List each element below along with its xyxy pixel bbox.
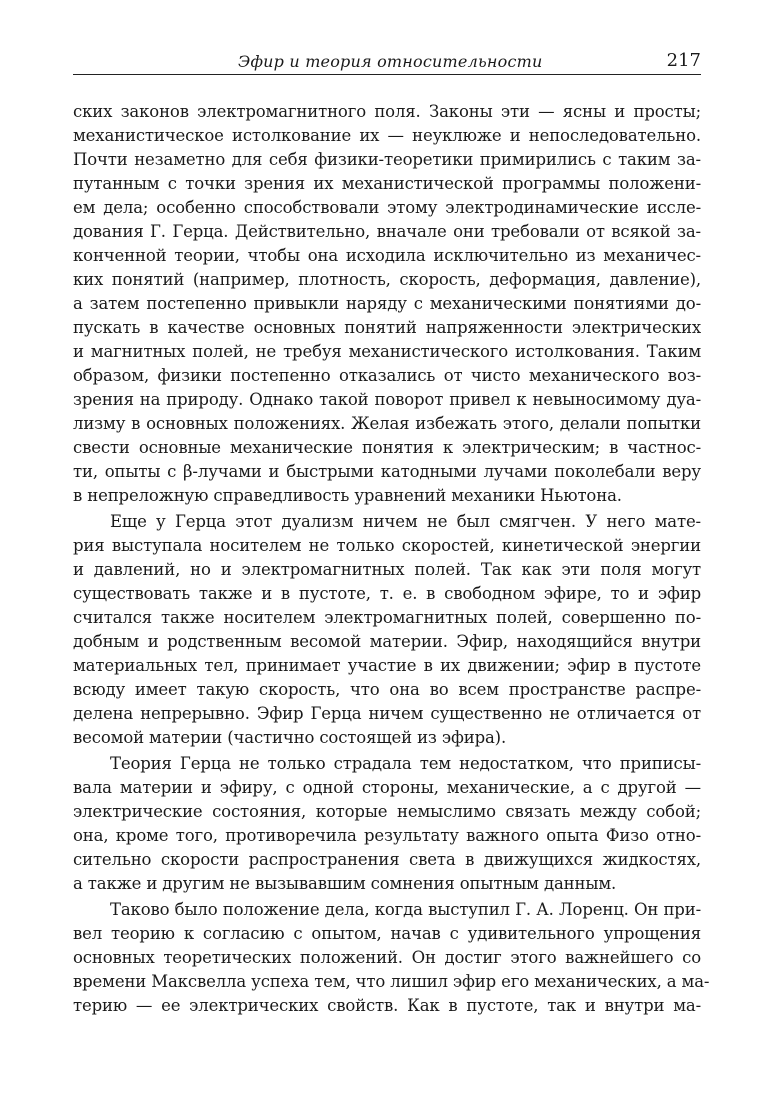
text-line: считался также носителем электромагнитных полей, совершенно по-: [73, 608, 701, 627]
text-line: ких понятий (например, плотность, скорость, деформация, давление),: [73, 270, 701, 289]
text-line: лизму в основных положениях. Желая избежать этого, делали попытки: [73, 414, 701, 433]
text-line: и магнитных полей, не требуя механистического истолкования. Таким: [73, 342, 701, 361]
body-text: [73, 100, 710, 1018]
text-line: добным и родственным весомой материи. Эфир, находящийся внутри: [73, 632, 701, 651]
text-line: образом, физики постепенно отказались от чисто механического воз-: [73, 366, 701, 385]
text-line: основных теоретических положений. Он достиг этого важнейшего со: [73, 948, 701, 967]
text-line: ти, опыты с β-лучами и быстрыми катодными лучами поколебали веру: [73, 462, 701, 481]
text-line: времени Максвелла успеха тем, что лишил эфир его механических, а ма-: [73, 972, 710, 991]
text-line: Таково было положение дела, когда выступил Г. А. Лоренц. Он при-: [110, 900, 701, 919]
text-line: сительно скорости распространения света в движущихся жидкостях,: [73, 850, 701, 869]
text-line: путанным с точки зрения их механистической программы положени-: [73, 174, 701, 193]
text-line: и давлений, но и электромагнитных полей. Так как эти поля могут: [73, 560, 701, 579]
text-line: вала материи и эфиру, с одной стороны, механические, а с другой —: [73, 778, 701, 797]
text-line: существовать также и в пустоте, т. е. в свободном эфире, то и эфир: [73, 584, 701, 603]
text-line: всюду имеет такую скорость, что она во всем пространстве распре-: [73, 680, 701, 699]
paragraph-2: [73, 510, 701, 750]
text-line: ем дела; особенно способствовали этому электродинамические иссле-: [73, 198, 701, 217]
text-line: Еще у Герца этот дуализм ничем не был смягчен. У него мате-: [110, 512, 701, 531]
text-line: рия выступала носителем не только скоростей, кинетической энергии: [73, 536, 701, 555]
text-line: весомой материи (частично состоящей из эфира).: [73, 728, 507, 747]
text-line: Почти незаметно для себя физики-теоретики примирились с таким за-: [73, 150, 701, 169]
text-line: терию — ее электрических свойств. Как в пустоте, так и внутри ма-: [73, 996, 701, 1015]
text-line: материальных тел, принимает участие в их движении; эфир в пустоте: [73, 656, 701, 675]
text-line: вел теорию к согласию с опытом, начав с удивительного упрощения: [73, 924, 701, 943]
page-header: [73, 50, 701, 75]
paragraph-1: [73, 100, 701, 508]
text-line: механистическое истолкование их — неуклюже и непоследовательно.: [73, 126, 701, 145]
text-line: Теория Герца не только страдала тем недостатком, что приписы-: [110, 754, 701, 773]
paragraph-3: [73, 752, 701, 896]
text-line: а затем постепенно привыкли наряду с механическими понятиями до-: [73, 294, 701, 313]
running-title: Эфир и теория относительности: [238, 52, 543, 71]
text-line: зрения на природу. Однако такой поворот привел к невыносимому дуа-: [73, 390, 701, 409]
text-line: свести основные механические понятия к электрическим; в частнос-: [73, 438, 701, 457]
text-line: делена непрерывно. Эфир Герца ничем существенно не отличается от: [73, 704, 701, 723]
paragraph-4: [73, 898, 710, 1018]
text-line: в непреложную справедливость уравнений механики Ньютона.: [73, 486, 622, 505]
text-line: а также и другим не вызывавшим сомнения опытным данным.: [73, 874, 617, 893]
text-line: дования Г. Герца. Действительно, вначале они требовали от всякой за-: [73, 222, 701, 241]
text-line: конченной теории, чтобы она исходила исключительно из механичес-: [73, 246, 701, 265]
page-number: 217: [666, 50, 701, 71]
text-line: она, кроме того, противоречила результату важного опыта Физо отно-: [73, 826, 701, 845]
text-line: электрические состояния, которые немыслимо связать между собой;: [73, 802, 701, 821]
text-line: ских законов электромагнитного поля. Законы эти — ясны и просты;: [73, 102, 701, 121]
text-line: пускать в качестве основных понятий напряженности электрических: [73, 318, 701, 337]
